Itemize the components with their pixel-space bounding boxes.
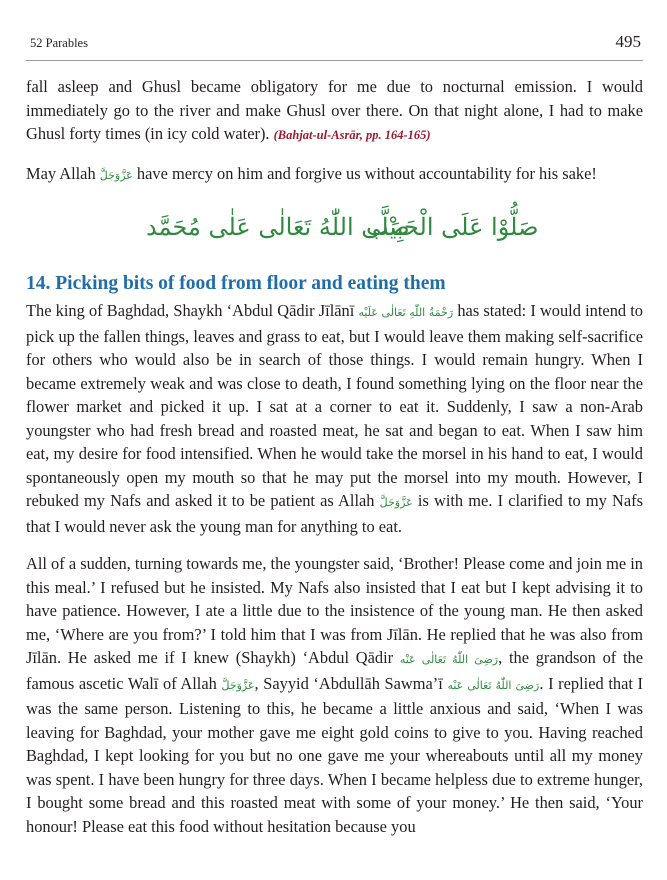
page-number: 495 (615, 32, 641, 51)
paragraph-dua (26, 162, 643, 188)
story-text: . I replied that I was the same person. Listening to this, he became a little anxious and said, ‘When I was leaving for Baghdad, your mother gave me eight gold coins to give to you. Having reached Baghdad, I kept looking for you but no one gave me your whereabouts until all my money was spent. I have been hungry for three days. When I became helpless due to extreme hunger, I bought some bread and this roasted meat with some of your money.’ He then said, ‘Your honour! Please eat this food without hesitation because you (26, 673, 643, 836)
paragraph-gap (26, 538, 643, 552)
arabic-honorific: عَزَّوَجَلَّ (379, 496, 413, 509)
paragraph-youngster (26, 552, 643, 838)
citation: (Bahjat-ul-Asrār, pp. 164-165) (273, 128, 431, 142)
story-text: is with me. I clarified to my Nafs that I would never ask the young man for anything to eat. (26, 491, 643, 536)
arabic-honorific: عَزَّوَجَلَّ (221, 678, 255, 692)
story-text: All of a sudden, turning towards me, the youngster said, ‘Brother! Please come and join me in this meal.’ I refused but he insisted. My Nafs also insisted that I eat but I kept advising it to have patience. However, I ate a little due to the insistence of the young man. He then asked me, ‘Where are you from?’ I told him that I was from Jīlān. He replied that he was also from Jīlān. He asked me if I knew (Shaykh) ‘Abdul Qādir (26, 554, 643, 667)
arabic-honorific: عَزَّوَجَلَّ (99, 168, 133, 182)
durood-left: صَلَّى اللّٰهُ تَعَالٰى عَلٰى مُحَمَّد (146, 213, 410, 241)
arabic-honorific: رَضِىَ اللّٰهُ تَعَالٰى عَنْه (399, 653, 499, 666)
page-body (26, 75, 643, 838)
arabic-honorific: رَحْمَةُ اللّٰهِ تَعَالٰى عَلَيْه (358, 306, 454, 319)
book-title: 52 Parables (30, 36, 88, 50)
story-text: The king of Baghdad, Shaykh ‘Abdul Qādir Jīlānī (26, 301, 359, 320)
paragraph-ghusl (26, 75, 643, 148)
paragraph-text: fall asleep and Ghusl became obligatory for me due to nocturnal emission. I would immediately go to the river and make Ghusl over there. On that night alone, I had to make Ghusl forty times (in icy cold water). (26, 77, 643, 143)
story-text: has stated: I would intend to pick up the fallen things, leaves and grass to eat, but I would leave them making self-sacrifice for others who would also be in search of those things. I would remain hungry. When I became extremely weak and was close to death, I found something lying on the floor near the flower market and picked it up. I sat at a corner to eat it. Suddenly, I saw a non-Arab youngster who had fresh bread and roasted meat, he sat and began to eat. When I saw him eat, my desire for food intensified. When he would take the morsel in his hand to eat, I would spontaneously open my mouth so that he may put the morsel into my mouth. However, I rebuked my Nafs and asked it to be patient as Allah (26, 301, 644, 510)
arabic-honorific: رَضِىَ اللّٰهُ تَعَالٰى عَنْه (447, 678, 540, 692)
section-heading: 14. Picking bits of food from floor and eating them (26, 273, 446, 294)
dua-text: May Allah (26, 163, 100, 183)
dua-text: have mercy on him and forgive us without accountability for his sake! (132, 163, 597, 183)
paragraph-story (26, 299, 643, 538)
durood-right: صَلُّوْا عَلَى الْحَبِيْب (366, 213, 539, 241)
page-header (26, 32, 643, 54)
durood-line (26, 195, 643, 267)
header-divider (26, 60, 643, 61)
story-text: , Sayyid ‘Abdullāh Sawma’ī (254, 673, 448, 693)
story-text: , the grandson of the famous ascetic Walī of Allah (26, 648, 644, 693)
